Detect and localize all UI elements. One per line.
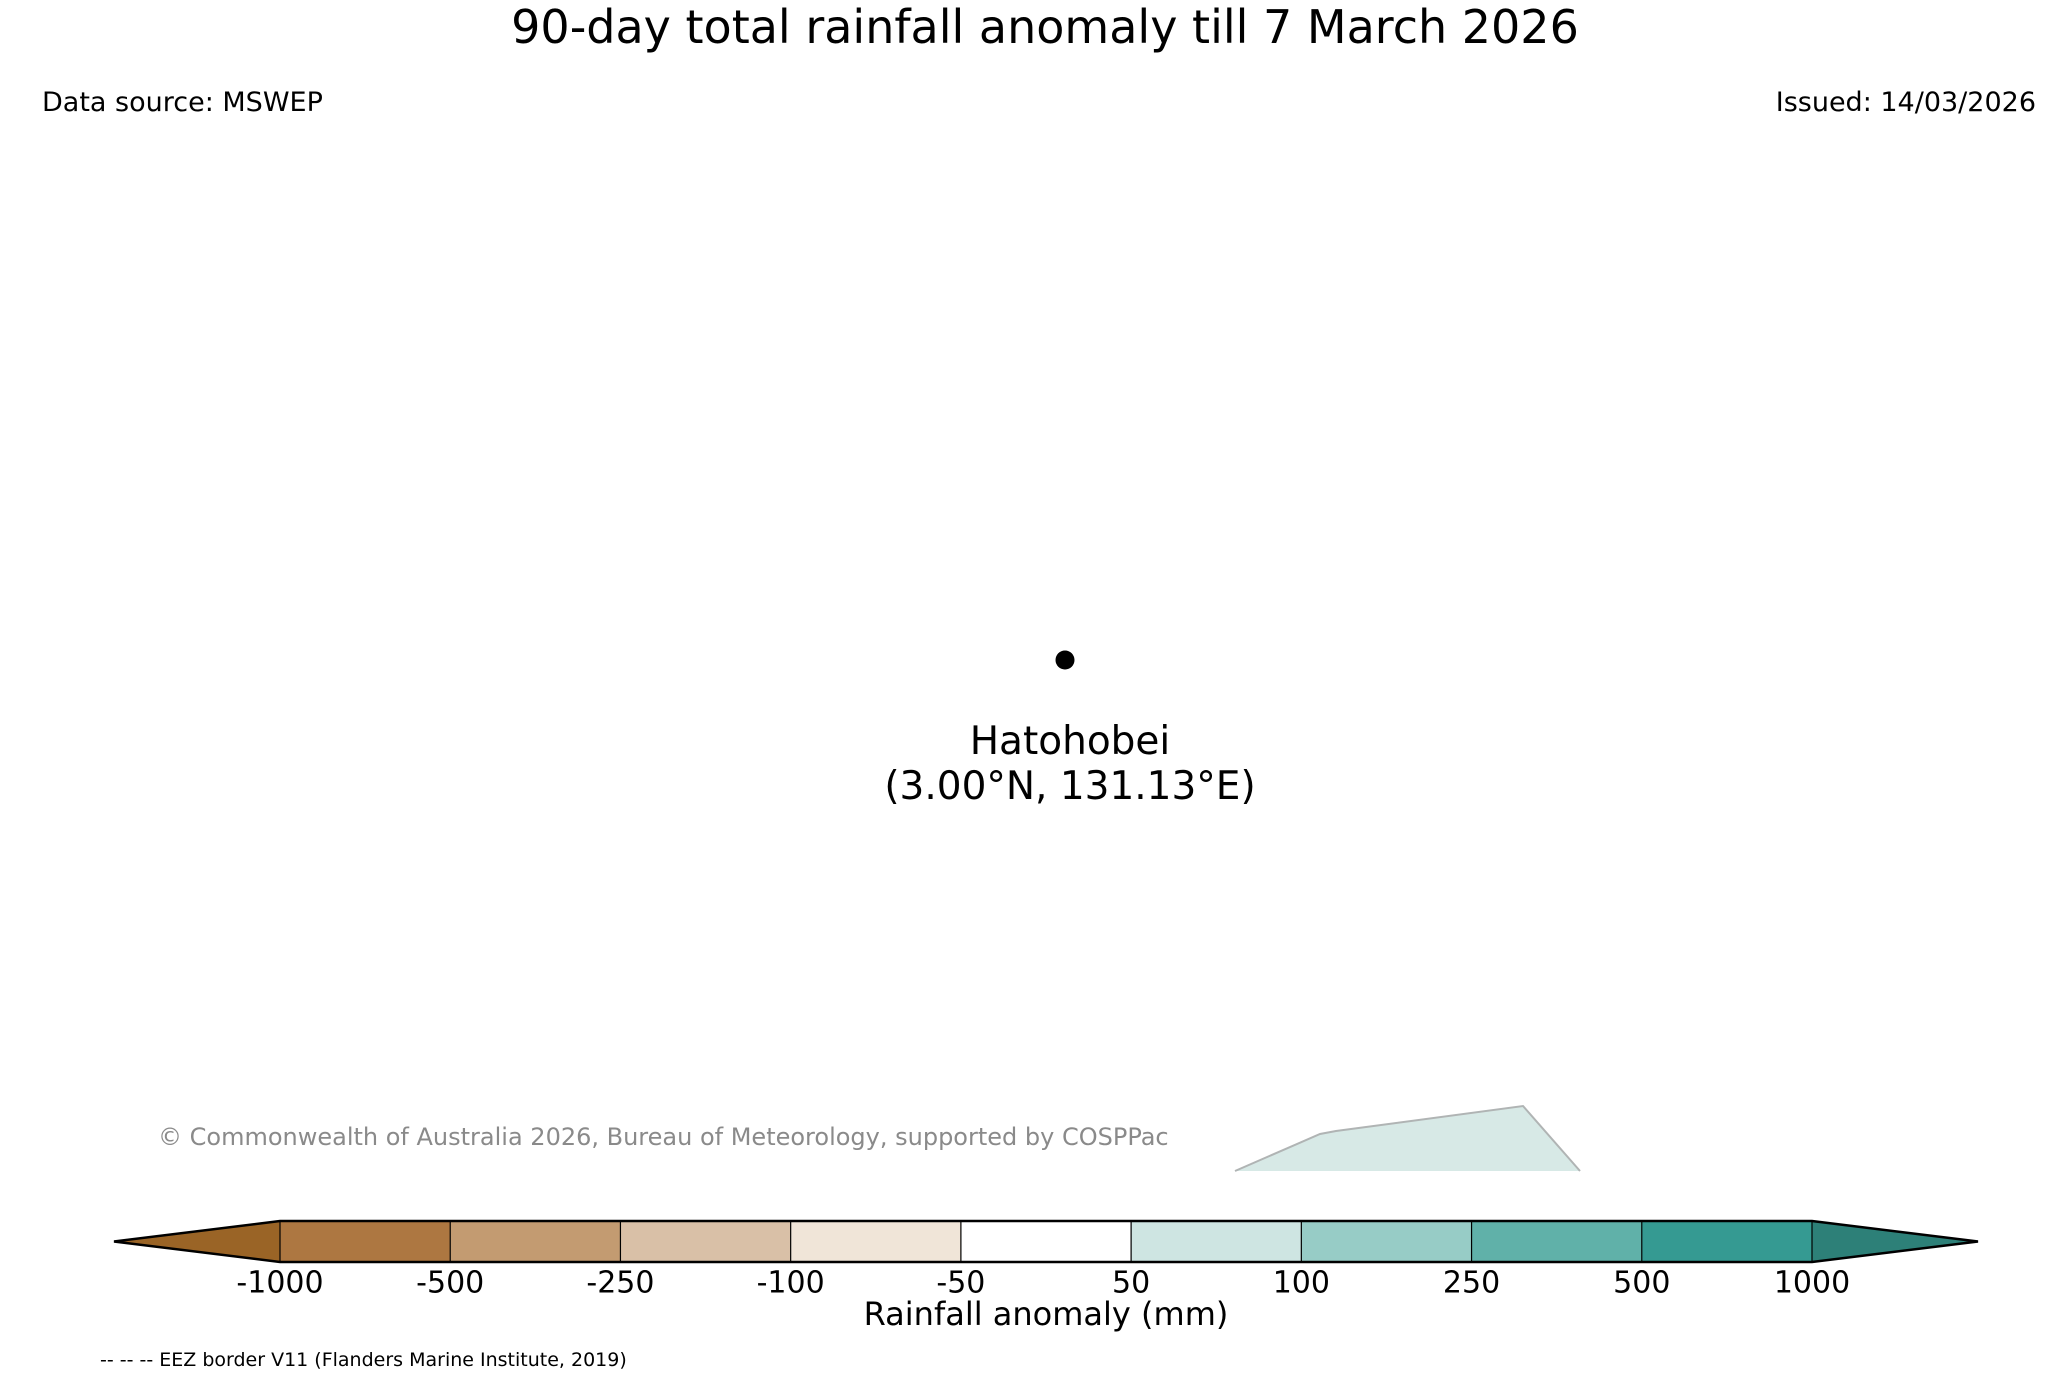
colorbar-tick-label: 250 [1442,1265,1501,1301]
colorbar [114,1221,1978,1301]
colorbar-segment [791,1221,961,1262]
colorbar-tick-label: -50 [936,1265,986,1301]
land-polygon [1235,1106,1580,1171]
colorbar-tick-label: 100 [1272,1265,1330,1301]
station-marker [1056,651,1075,670]
page-title: 90-day total rainfall anomaly till 7 March 2026 [511,0,1579,54]
station-name: Hatohobei [969,719,1171,764]
colorbar-tick-label: 500 [1613,1265,1671,1301]
colorbar-tick-label: -250 [586,1265,655,1301]
colorbar-segment [450,1221,620,1262]
issued-date-label: Issued: 14/03/2026 [1775,87,2036,118]
data-source-label: Data source: MSWEP [42,87,323,118]
colorbar-segment [1472,1221,1642,1262]
colorbar-over-arrow [1812,1221,1978,1262]
eez-border-note: -- -- -- EEZ border V11 (Flanders Marine Institute, 2019) [100,1349,627,1371]
colorbar-tick-label: 1000 [1773,1265,1851,1301]
colorbar-tick-label: -100 [756,1265,825,1301]
colorbar-under-arrow [114,1221,280,1262]
colorbar-tick-label: -500 [416,1265,485,1301]
colorbar-segment [1301,1221,1471,1262]
colorbar-segment [961,1221,1131,1262]
colorbar-segment [620,1221,790,1262]
colorbar-tick-label: 50 [1112,1265,1151,1301]
colorbar-segment [280,1221,450,1262]
colorbar-tick-label: -1000 [236,1265,324,1301]
colorbar-segment [1131,1221,1301,1262]
colorbar-segment [1642,1221,1812,1262]
station-coordinates: (3.00°N, 131.13°E) [884,764,1256,809]
copyright-notice: © Commonwealth of Australia 2026, Bureau of Meteorology, supported by COSPPac [158,1123,1169,1151]
station-label [884,719,1255,809]
colorbar-axis-label: Rainfall anomaly (mm) [863,1295,1229,1333]
